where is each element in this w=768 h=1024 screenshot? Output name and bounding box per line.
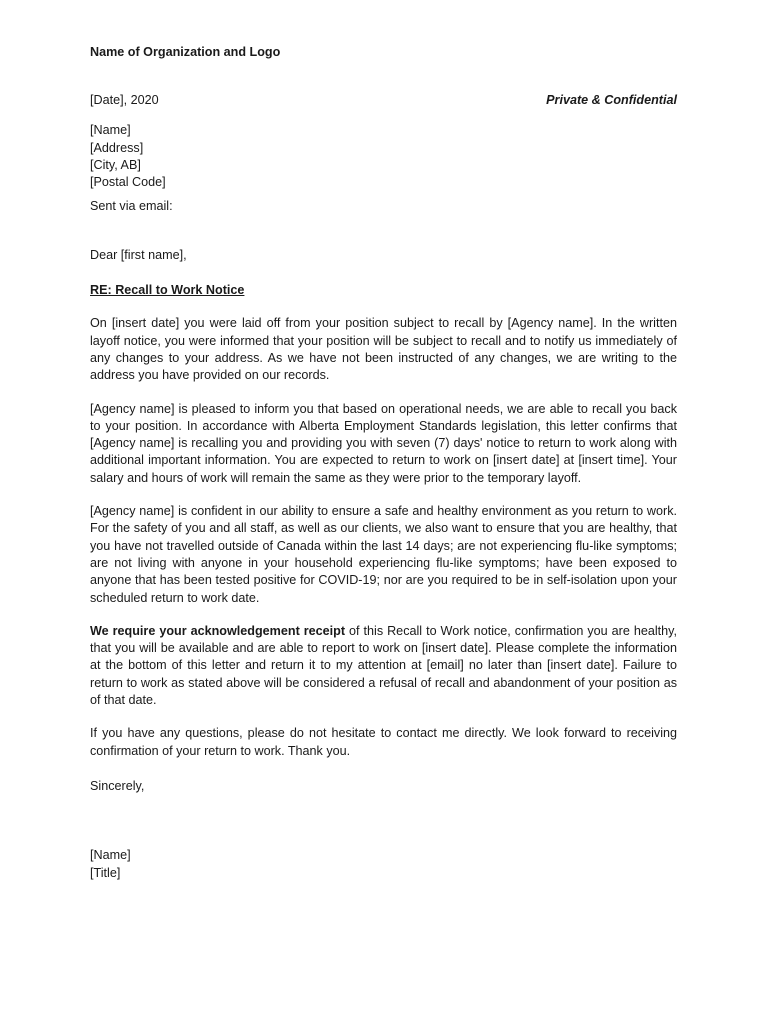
paragraph-layoff-notice: On [insert date] you were laid off from your position subject to recall by [Agency name]. In the written layoff notice, you were informed that your position will be subject to recall and to notify us immediately of any changes to your address. As we have not been instructed of any changes, we are writing to the address you have provided on our records. [90,316,677,383]
recipient-name: [Name] [90,123,131,138]
recipient-city: [City, AB] [90,157,141,172]
letter-page [90,44,677,882]
paragraph-questions: If you have any questions, please do not hesitate to contact me directly. We look forward to receiving confirmation of your return to work. Thank you. [90,726,677,758]
recipient-postal-code: [Postal Code] [90,175,166,190]
letter-date: [Date], 2020 [90,93,159,107]
paragraph-safety: [Agency name] is confident in our ability to ensure a safe and healthy environment as you return to work. For the safety of you and all staff, as well as our clients, we also want to ensure that you are healthy, that you have not travelled outside of Canada within the last 14 days; are not experiencing flu-like symptoms; are not living with anyone in your household experiencing flu-like symptoms; have been exposed to anyone that has been tested positive for COVID-19; nor are you required to be in self-isolation upon your scheduled return to work date. [90,504,677,605]
greeting: Dear [first name], [90,247,187,262]
paragraph-acknowledgement [90,623,677,709]
signer-title: [Title] [90,865,121,880]
recipient-address: [Address] [90,140,144,155]
acknowledgement-text: of this Recall to Work notice, confirmation you are healthy, that you will be available and are able to report to work on [insert date]. Please complete the information at the bottom of this letter and return it to my attention at [email] no later than [insert date]. Failure to return to work as stated above will be considered a refusal of recall and abandonment of your position as of that date. [90,623,677,708]
signature-block [90,847,677,882]
paragraph-recall: [Agency name] is pleased to inform you that based on operational needs, we are able to recall you back to your position. In accordance with Alberta Employment Standards legislation, this letter confirms that [Agency name] is recalling you and providing you with seven (7) days' notice to return to work along with additional important information. You are expected to return to work on [insert date] at [insert time]. Your salary and hours of work will remain the same as they were prior to the temporary layoff. [90,401,677,485]
confidential-label: Private & Confidential [546,93,677,107]
organization-name: Name of Organization and Logo [90,45,281,59]
sent-via-line: Sent via email: [90,199,173,214]
signer-name: [Name] [90,848,131,863]
acknowledgement-bold: We require your acknowledgement receipt [90,623,346,638]
date-row [90,92,677,109]
closing: Sincerely, [90,778,145,793]
subject-line: RE: Recall to Work Notice [90,283,245,298]
recipient-address-block [90,122,677,191]
